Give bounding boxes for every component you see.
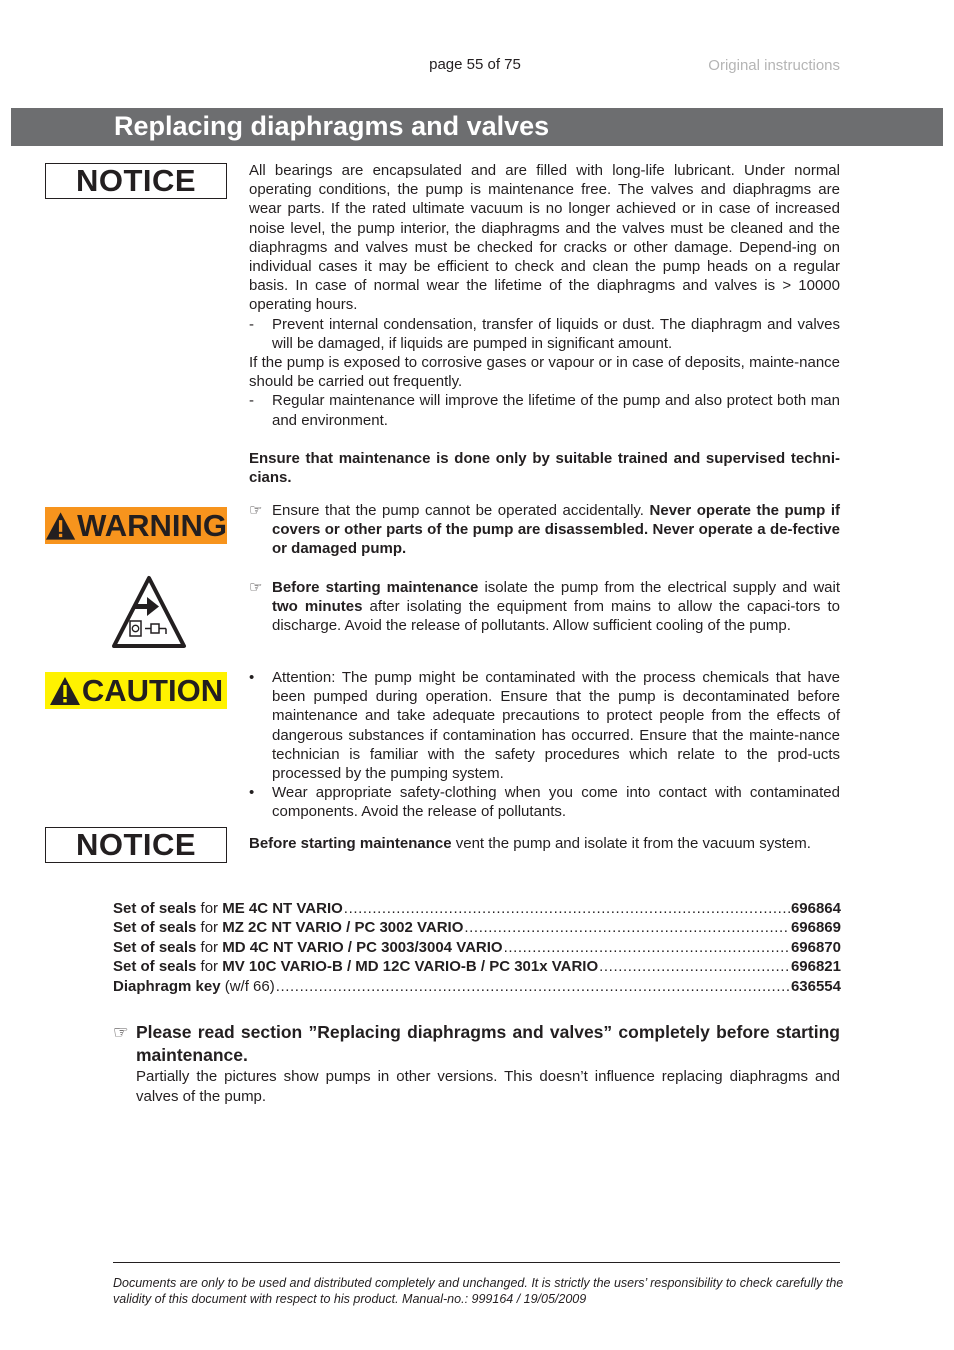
read-section-note: [113, 1021, 840, 1106]
paragraph: If the pump is exposed to corrosive gases or vapour or in case of deposits, mainte-nance should be carried out frequently.: [249, 354, 840, 391]
section-title-bar: [11, 108, 943, 146]
section-title: Replacing diaphragms and valves: [114, 111, 550, 141]
maintenance-notice-text: [249, 161, 840, 487]
caution-label: [45, 672, 227, 709]
part-row: Set of seals for MD 4C NT VARIO / PC 3003/3004 VARIO ..... 696870: [113, 938, 841, 957]
dash-item: - Regular maintenance will improve the lifetime of the pump and also protect both man and environment.: [249, 392, 840, 429]
caution-triangle-icon: [49, 676, 81, 706]
part-row: Set of seals for ME 4C NT VARIO ..... 696864: [113, 899, 841, 918]
warning-triangle-icon: [45, 511, 76, 541]
pointing-hand-icon: ☞: [249, 579, 263, 596]
page-number: page 55 of 75: [429, 56, 521, 73]
vent-pump-notice: Before starting maintenance vent the pump and isolate it from the vacuum system.: [249, 835, 811, 852]
footer-disclaimer: Documents are only to be used and distributed completely and unchanged. It is strictly the users’ responsibility to check carefully the validity of this document with respect to his product. Manual-no.: 999164 / 19/05/2009: [113, 1276, 844, 1306]
warning-item-1: ☞ Ensure that the pump cannot be operated accidentally. Never operate the pump if covers or other parts of the pump are disassembled. Never operate a de-fective or damaged pump.: [249, 502, 840, 558]
read-note-body: Partially the pictures show pumps in other versions. This doesn’t influence replacing diaphragms and valves of the pump.: [136, 1068, 840, 1105]
notice-label-2: NOTICE: [45, 827, 227, 863]
caution-text: CAUTION: [81, 672, 224, 708]
part-row: Diaphragm key (w/f 66) ..... 636554: [113, 977, 841, 996]
notice-label: NOTICE: [45, 163, 227, 199]
pointing-hand-icon: ☞: [249, 502, 263, 519]
trained-technicians-note: Ensure that maintenance is done only by suitable trained and supervised techni-cians.: [249, 449, 840, 487]
warning-label: [45, 507, 227, 544]
warning-text: WARNING: [77, 507, 227, 543]
dash-item: - Prevent internal condensation, transfer of liquids or dust. The diaphragm and valves will be damaged, if liquids are pumped in significant amount.: [249, 315, 840, 352]
pointing-hand-icon: ☞: [113, 1022, 129, 1042]
warning-item-2: ☞ Before starting maintenance isolate the pump from the electrical supply and wait two minutes after isolating the equipment from mains to allow the capaci-tors to discharge. Avoid the release of pollutants. Allow sufficient cooling of the pump.: [249, 579, 840, 635]
caution-bullets: [249, 668, 840, 822]
part-row: Set of seals for MZ 2C NT VARIO / PC 3002 VARIO ..... 696869: [113, 918, 841, 937]
part-row: Set of seals for MV 10C VARIO-B / MD 12C VARIO-B / PC 301x VARIO ..... 696821: [113, 957, 841, 976]
document-type: Original instructions: [708, 57, 840, 74]
read-note-heading: Please read section ”Replacing diaphragms and valves” completely before starting maintenance.: [136, 1022, 840, 1065]
disconnect-mains-sign-icon: [111, 575, 187, 649]
bullet-item: • Wear appropriate safety-clothing when you come into contact with contaminated components. Avoid the release of pollutants.: [249, 784, 840, 821]
spare-parts-list: [113, 899, 841, 996]
bullet-item: • Attention: The pump might be contaminated with the process chemicals that have been pumped during operation. Ensure that the pump is decontaminated before maintenance and take adequate precautions to protect people from the effects of dangerous substances if contamination has occurred. Ensure that the mainte-nance technician is familiar with the safety procedures which relate to the prod-ucts processed by the pumping system.: [249, 669, 840, 783]
footer-divider: [113, 1262, 840, 1263]
paragraph: All bearings are encapsulated and are filled with long-life lubricant. Under normal operating conditions, the pump is maintenance free. The valves and diaphragms are wear parts. If the rated ultimate vacuum is no longer achieved or in case of increased noise level, the pump interior, the diaphragms and the valves must be cleaned and the diaphragms and valves must be checked for cracks or other damage. Depend-ing on individual cases it may be efficient to check and clean the pump heads on a regular basis. In case of normal wear the lifetime of the diaphragms and valves is > 10000 operating hours.: [249, 162, 840, 314]
